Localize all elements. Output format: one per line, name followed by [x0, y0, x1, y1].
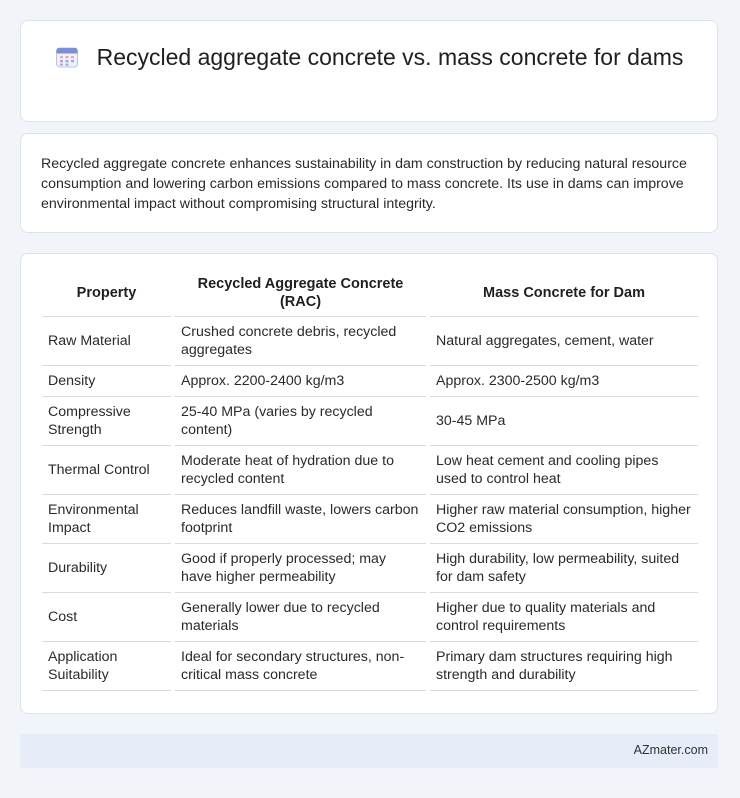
- title-card: [20, 20, 718, 122]
- summary-text: Recycled aggregate concrete enhances sustainability in dam construction by reducing natural resource consumption and lowering carbon emissions compared to mass concrete. Its use in dams can improve environmental impact without compromising structural integrity.: [41, 156, 687, 212]
- row-mass-value: 30-45 MPa: [428, 397, 698, 446]
- row-mass-value: Low heat cement and cooling pipes used to control heat: [428, 446, 698, 495]
- page-title-wrap: [21, 43, 717, 72]
- row-property: Cost: [42, 593, 173, 642]
- summary-card: [20, 133, 718, 233]
- row-rac-value: Generally lower due to recycled materials: [173, 593, 428, 642]
- header-rac: Recycled Aggregate Concrete (RAC): [173, 270, 428, 317]
- comparison-table: [42, 270, 698, 691]
- table-row: [42, 593, 698, 642]
- row-rac-value: 25-40 MPa (varies by recycled content): [173, 397, 428, 446]
- row-mass-value: Primary dam structures requiring high strength and durability: [428, 642, 698, 691]
- row-rac-value: Ideal for secondary structures, non-critical mass concrete: [173, 642, 428, 691]
- footer-bar: [20, 734, 718, 768]
- header-property: Property: [42, 270, 173, 317]
- calendar-icon: [55, 45, 79, 69]
- row-property: Compressive Strength: [42, 397, 173, 446]
- row-mass-value: Higher raw material consumption, higher CO2 emissions: [428, 495, 698, 544]
- table-row: [42, 446, 698, 495]
- table-row: [42, 317, 698, 366]
- row-rac-value: Reduces landfill waste, lowers carbon footprint: [173, 495, 428, 544]
- comparison-card: [20, 253, 718, 714]
- row-rac-value: Good if properly processed; may have higher permeability: [173, 544, 428, 593]
- row-property: Durability: [42, 544, 173, 593]
- table-row: [42, 642, 698, 691]
- row-property: Application Suitability: [42, 642, 173, 691]
- table-row: [42, 544, 698, 593]
- row-property: Environmental Impact: [42, 495, 173, 544]
- row-mass-value: Natural aggregates, cement, water: [428, 317, 698, 366]
- row-rac-value: Moderate heat of hydration due to recycled content: [173, 446, 428, 495]
- header-mass-concrete: Mass Concrete for Dam: [428, 270, 698, 317]
- row-property: Raw Material: [42, 317, 173, 366]
- row-rac-value: Approx. 2200-2400 kg/m3: [173, 366, 428, 397]
- table-row: [42, 495, 698, 544]
- table-row: [42, 397, 698, 446]
- row-mass-value: Approx. 2300-2500 kg/m3: [428, 366, 698, 397]
- table-header-row: [42, 270, 698, 317]
- row-mass-value: Higher due to quality materials and control requirements: [428, 593, 698, 642]
- row-mass-value: High durability, low permeability, suited for dam safety: [428, 544, 698, 593]
- row-rac-value: Crushed concrete debris, recycled aggregates: [173, 317, 428, 366]
- table-row: [42, 366, 698, 397]
- row-property: Thermal Control: [42, 446, 173, 495]
- row-property: Density: [42, 366, 173, 397]
- footer-brand: AZmater.com: [633, 743, 708, 757]
- page-title: Recycled aggregate concrete vs. mass concrete for dams: [96, 44, 684, 70]
